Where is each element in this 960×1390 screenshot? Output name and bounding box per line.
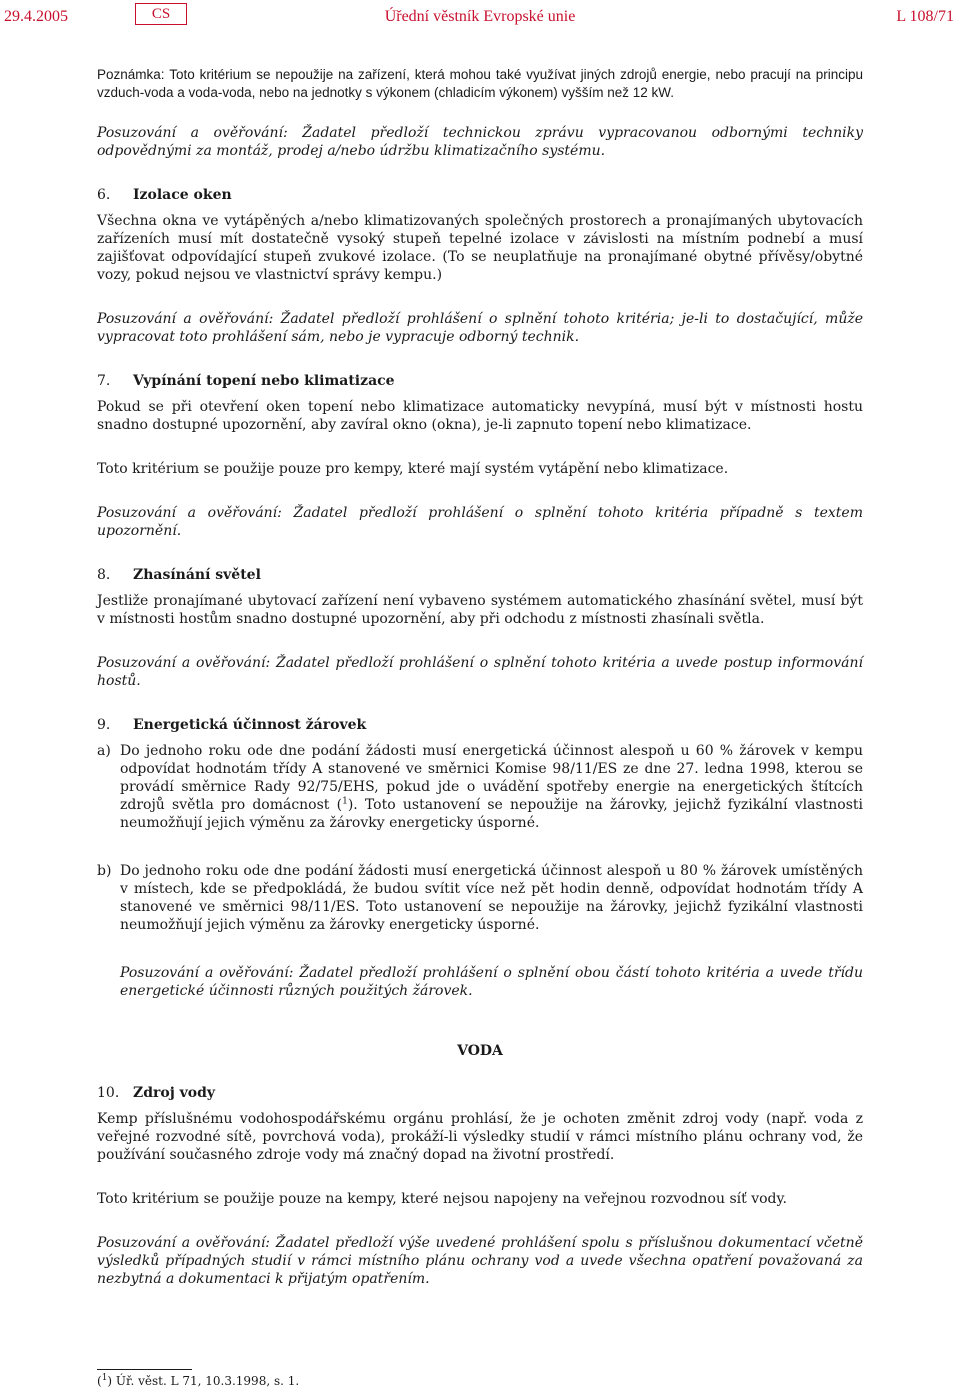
note-paragraph: Poznámka: Toto kritérium se nepoužije na zařízení, která mohou také využívat jiných zdrojů energie, nebo pracují na principu vzduch-voda a voda-voda, nebo na jednotky s výkonem (chladicím výkonem) vyšším než 12 kW. bbox=[97, 67, 863, 100]
section-heading bbox=[97, 716, 863, 734]
section-heading bbox=[97, 186, 863, 204]
section-title: Zhasínání světel bbox=[133, 567, 261, 583]
assessment-text: Posuzování a ověřování: Žadatel předloží prohlášení o splnění tohoto kritéria a uvede postup informování hostů. bbox=[97, 655, 863, 689]
section-number: 6. bbox=[97, 187, 111, 203]
document-body bbox=[97, 66, 863, 1288]
journal-title: Úřední věstník Evropské unie bbox=[384, 8, 576, 25]
body-paragraph: Toto kritérium se použije pouze pro kempy, které mají systém vytápění nebo klimatizace. bbox=[97, 461, 729, 477]
publication-date: 29.4.2005 bbox=[4, 8, 68, 25]
section-number: 7. bbox=[97, 373, 111, 389]
page-header bbox=[0, 0, 960, 40]
list-item bbox=[97, 742, 863, 832]
page-reference: L 108/71 bbox=[896, 8, 954, 25]
assessment-text: Posuzování a ověřování: Žadatel předloží prohlášení o splnění tohoto kritéria; je-li to dostačující, může vypracovat toto prohlášení sám, nebo je vypracuje odborný technik. bbox=[97, 311, 863, 345]
footnote-divider bbox=[97, 1369, 192, 1370]
body-paragraph: Jestliže pronajímané ubytovací zařízení není vybaveno systémem automatického zhasínání světel, musí být v místnosti hostům snadno dostupné upozornění, aby při odchodu z místnosti zhasínali světla. bbox=[97, 593, 863, 627]
assessment-text: Posuzování a ověřování: Žadatel předloží technickou zprávu vypracovanou odbornými techniky odpovědnými za montáž, prodej a/nebo údržbu klimatizačního systému. bbox=[97, 125, 863, 159]
body-paragraph: Toto kritérium se použije pouze na kempy, které nejsou napojeny na veřejnou rozvodnou síť vody. bbox=[97, 1191, 787, 1207]
footnote-text: Úř. věst. L 71, 10.3.1998, s. 1. bbox=[115, 1374, 300, 1388]
list-item bbox=[97, 862, 863, 934]
body-paragraph: Pokud se při otevření oken topení nebo klimatizace automaticky nevypíná, musí být v místnosti hostu snadno dostupné upozornění, aby zavíral okno (okna), je-li zapnuto topení nebo klimatizace. bbox=[97, 399, 863, 433]
section-title: Zdroj vody bbox=[133, 1085, 216, 1101]
list-item-label: a) bbox=[97, 743, 111, 759]
list-item-label: b) bbox=[97, 863, 112, 879]
assessment-text: Posuzování a ověřování: Žadatel předloží prohlášení o splnění tohoto kritéria případně s textem upozornění. bbox=[97, 505, 863, 539]
section-title: Izolace oken bbox=[133, 187, 232, 203]
section-number: 9. bbox=[97, 717, 111, 733]
section-title: Vypínání topení nebo klimatizace bbox=[133, 373, 395, 389]
section-group-title: VODA bbox=[457, 1043, 503, 1059]
list-item-text: Do jednoho roku ode dne podání žádosti musí energetická účinnost alespoň u 60 % žárovek v kempu odpovídat hodnotám třídy A stanovené ve směrnici Komise 98/11/ES ze dne 27. ledna 1998, kterou se provádí směrnice Rady 92/75/EHS, pokud jde o uvádění spotřeby energie na energetických štítcích zdrojů světla pro domácnost ( bbox=[120, 743, 863, 813]
footnote-ref: 1 bbox=[342, 796, 348, 807]
section-number: 8. bbox=[97, 567, 111, 583]
footnote-mark: 1 bbox=[101, 1373, 108, 1383]
list-item-text: Do jednoho roku ode dne podání žádosti musí energetická účinnost alespoň u 80 % žárovek umístěných v místech, kde se předpokládá, že budou svítit více než pět hodin denně, odpovídat hodnotám třídy A stanovené ve směrnici 98/11/ES. Toto ustanovení se nepoužije na žárovky, jejichž fyzikální vlastnosti neumožňují jejich výměnu za žárovky energeticky úsporné. bbox=[120, 863, 863, 933]
section-heading bbox=[97, 566, 863, 584]
list-item-text: ). Toto ustanovení se nepoužije na žárovky, jejichž fyzikální vlastnosti neumožňují jejich výměnu za žárovky energeticky úsporné. bbox=[120, 797, 863, 831]
body-paragraph: Kemp příslušnému vodohospodářskému orgánu prohlásí, že je ochoten změnit zdroj vody (např. voda z veřejné rozvodné sítě, povrchová voda), prokáží-li výsledky studií v rámci místního plánu ochrany vod, že používání současného zdroje vody má značný dopad na životní prostředí. bbox=[97, 1111, 863, 1163]
assessment-text: Posuzování a ověřování: Žadatel předloží výše uvedené prohlášení spolu s příslušnou dokumentací včetně výsledků případných studií v rámci místního plánu ochrany vod a uvede všechna opatření považovaná za nezbytná a dokumentaci k přijatým opatřením. bbox=[97, 1235, 863, 1287]
assessment-text: Posuzování a ověřování: Žadatel předloží prohlášení o splnění obou částí tohoto kritéria a uvede třídu energetické účinnosti různých použitých žárovek. bbox=[120, 965, 863, 999]
language-badge: CS bbox=[135, 3, 187, 25]
section-number: 10. bbox=[97, 1085, 120, 1101]
footnote: ($^1$) Úř. věst. L 71, 10.3.1998, s. 1. bbox=[97, 1373, 300, 1388]
section-title: Energetická účinnost žárovek bbox=[133, 717, 367, 733]
section-heading bbox=[97, 1084, 863, 1102]
section-heading bbox=[97, 372, 863, 390]
body-paragraph: Všechna okna ve vytápěných a/nebo klimatizovaných společných prostorech a pronajímaných ubytovacích zařízeních musí mít dostatečně vysoký stupeň tepelné izolace v závislosti na místním podnebí a musí zajišťovat odpovídající stupeň zvukové izolace. (To se neuplatňuje na pronajímané obytné přívěsy/obytné vozy, pokud nejsou ve vlastnictví správy kempu.) bbox=[97, 213, 863, 283]
